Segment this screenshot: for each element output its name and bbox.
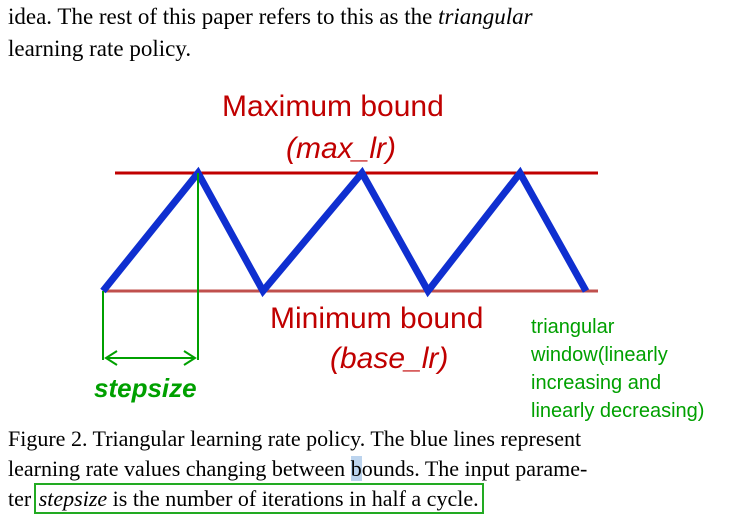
caption-term-stepsize: stepsize xyxy=(38,486,108,511)
window-note-line-4: linearly decreasing) xyxy=(531,400,705,422)
caption-line-2 xyxy=(8,454,587,484)
window-note-line-1: triangular xyxy=(531,316,615,338)
max-bound-sublabel: (max_lr) xyxy=(286,132,396,165)
triangular-wave xyxy=(103,173,586,291)
max-bound-label: Maximum bound xyxy=(222,90,444,123)
intro-line-2: learning rate policy. xyxy=(8,36,192,61)
caption-line-3 xyxy=(8,484,481,514)
window-note-line-2: window(linearly xyxy=(531,344,668,366)
text-selection-highlight: b xyxy=(350,456,362,481)
min-bound-sublabel: (base_lr) xyxy=(330,342,449,375)
intro-line-1-text: idea. The rest of this paper refers to this as the xyxy=(8,4,439,29)
caption-line-2-pre: learning rate values changing between xyxy=(8,456,351,481)
caption-annotation-box xyxy=(37,486,481,511)
caption-line-3-pre: ter xyxy=(8,486,37,511)
min-bound-label: Minimum bound xyxy=(270,302,484,335)
caption-line-2-post: ounds. The input parame- xyxy=(361,456,588,481)
caption-line-3-post: is the number of iterations in half a cycle. xyxy=(107,486,479,511)
stepsize-label: stepsize xyxy=(94,373,197,403)
window-note xyxy=(531,313,704,425)
caption-line-1: Figure 2. Triangular learning rate policy. The blue lines represent xyxy=(8,426,582,451)
intro-term-triangular: triangular xyxy=(438,4,533,29)
window-note-line-3: increasing and xyxy=(531,372,662,394)
